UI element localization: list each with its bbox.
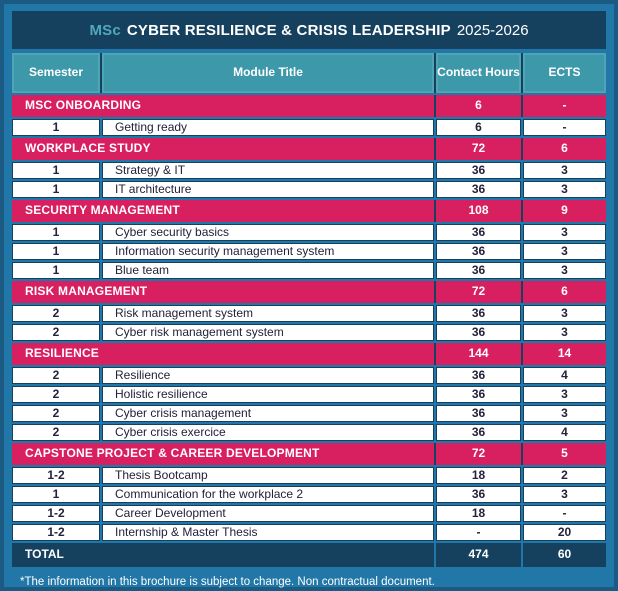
table-row xyxy=(12,424,606,441)
module-title-cell: Blue team xyxy=(102,262,434,279)
ects-cell: - xyxy=(523,505,606,522)
table-row xyxy=(12,181,606,198)
section-row xyxy=(12,138,606,160)
ects-cell: 3 xyxy=(523,324,606,341)
contact-hours-cell: 72 xyxy=(436,138,521,160)
semester-cell: 1 xyxy=(12,162,100,179)
module-title-cell: Communication for the workplace 2 xyxy=(102,486,434,503)
semester-cell: 2 xyxy=(12,367,100,384)
table-row xyxy=(12,243,606,260)
ects-cell: 3 xyxy=(523,305,606,322)
ects-cell: 3 xyxy=(523,224,606,241)
program-year: 2025-2026 xyxy=(456,21,529,39)
ects-cell: 3 xyxy=(523,243,606,260)
contact-hours-cell: 72 xyxy=(436,281,521,303)
ects-cell: 4 xyxy=(523,367,606,384)
table-row xyxy=(12,224,606,241)
table-row xyxy=(12,262,606,279)
table-row xyxy=(12,524,606,541)
section-row xyxy=(12,443,606,465)
program-name: CYBER RESILIENCE & CRISIS LEADERSHIP xyxy=(126,21,451,39)
semester-cell: 2 xyxy=(12,386,100,403)
column-header-semester: Semester xyxy=(12,53,100,93)
section-row xyxy=(12,343,606,365)
semester-cell: 2 xyxy=(12,305,100,322)
contact-hours-cell: 36 xyxy=(436,305,521,322)
total-label-cell: TOTAL xyxy=(12,543,434,567)
module-title-cell: Cyber crisis management xyxy=(102,405,434,422)
section-row xyxy=(12,200,606,222)
semester-cell: 2 xyxy=(12,324,100,341)
contact-hours-cell: - xyxy=(436,524,521,541)
ects-cell: 6 xyxy=(523,281,606,303)
ects-cell: 6 xyxy=(523,138,606,160)
module-title-cell: Resilience xyxy=(102,367,434,384)
ects-cell: 3 xyxy=(523,405,606,422)
section-row xyxy=(12,95,606,117)
contact-hours-cell: 36 xyxy=(436,424,521,441)
semester-cell: 1 xyxy=(12,262,100,279)
module-title-cell: Cyber security basics xyxy=(102,224,434,241)
table-rows xyxy=(12,95,606,567)
table-row xyxy=(12,486,606,503)
ects-cell: - xyxy=(523,95,606,117)
module-title-cell: Strategy & IT xyxy=(102,162,434,179)
contact-hours-cell: 36 xyxy=(436,386,521,403)
contact-hours-cell: 6 xyxy=(436,119,521,136)
table-row xyxy=(12,386,606,403)
ects-cell: 5 xyxy=(523,443,606,465)
ects-cell: 2 xyxy=(523,467,606,484)
semester-cell: 1 xyxy=(12,119,100,136)
section-row xyxy=(12,281,606,303)
contact-hours-cell: 36 xyxy=(436,243,521,260)
table-row xyxy=(12,405,606,422)
program-degree-label: MSc xyxy=(89,21,121,39)
semester-cell: 1-2 xyxy=(12,467,100,484)
section-label-cell: RESILIENCE xyxy=(12,343,434,365)
ects-cell: 3 xyxy=(523,181,606,198)
contact-hours-cell: 36 xyxy=(436,324,521,341)
module-title-cell: Getting ready xyxy=(102,119,434,136)
table-row xyxy=(12,324,606,341)
contact-hours-cell: 36 xyxy=(436,224,521,241)
semester-cell: 1 xyxy=(12,224,100,241)
module-title-cell: Internship & Master Thesis xyxy=(102,524,434,541)
module-title-cell: Holistic resilience xyxy=(102,386,434,403)
table-row xyxy=(12,162,606,179)
footnote: *The information in this brochure is subject to change. Non contractual document. xyxy=(20,576,435,588)
module-title-cell: Thesis Bootcamp xyxy=(102,467,434,484)
ects-cell: 14 xyxy=(523,343,606,365)
section-label-cell: CAPSTONE PROJECT & CAREER DEVELOPMENT xyxy=(12,443,434,465)
ects-cell: 3 xyxy=(523,386,606,403)
module-title-cell: Information security management system xyxy=(102,243,434,260)
section-label-cell: SECURITY MANAGEMENT xyxy=(12,200,434,222)
contact-hours-cell: 474 xyxy=(436,543,521,567)
semester-cell: 1 xyxy=(12,486,100,503)
column-header-contact-hours: Contact Hours xyxy=(436,53,521,93)
module-title-cell: Cyber risk management system xyxy=(102,324,434,341)
curriculum-table xyxy=(12,53,606,567)
semester-cell: 2 xyxy=(12,405,100,422)
ects-cell: 3 xyxy=(523,486,606,503)
semester-cell: 1-2 xyxy=(12,524,100,541)
module-title-cell: Cyber crisis exercice xyxy=(102,424,434,441)
semester-cell: 2 xyxy=(12,424,100,441)
contact-hours-cell: 36 xyxy=(436,181,521,198)
contact-hours-cell: 18 xyxy=(436,467,521,484)
contact-hours-cell: 36 xyxy=(436,367,521,384)
semester-cell: 1-2 xyxy=(12,505,100,522)
contact-hours-cell: 144 xyxy=(436,343,521,365)
table-row xyxy=(12,367,606,384)
section-label-cell: RISK MANAGEMENT xyxy=(12,281,434,303)
contact-hours-cell: 36 xyxy=(436,405,521,422)
module-title-cell: IT architecture xyxy=(102,181,434,198)
ects-cell: 9 xyxy=(523,200,606,222)
total-row xyxy=(12,543,606,567)
module-title-cell: Career Development xyxy=(102,505,434,522)
section-label-cell: WORKPLACE STUDY xyxy=(12,138,434,160)
table-header-row xyxy=(12,53,606,93)
contact-hours-cell: 6 xyxy=(436,95,521,117)
program-title-bar xyxy=(12,11,606,49)
ects-cell: 60 xyxy=(523,543,606,567)
ects-cell: - xyxy=(523,119,606,136)
section-label-cell: MSC ONBOARDING xyxy=(12,95,434,117)
contact-hours-cell: 18 xyxy=(436,505,521,522)
column-header-module-title: Module Title xyxy=(102,53,434,93)
ects-cell: 20 xyxy=(523,524,606,541)
semester-cell: 1 xyxy=(12,243,100,260)
semester-cell: 1 xyxy=(12,181,100,198)
table-row xyxy=(12,467,606,484)
table-row xyxy=(12,305,606,322)
column-header-ects: ECTS xyxy=(523,53,606,93)
table-row xyxy=(12,505,606,522)
ects-cell: 4 xyxy=(523,424,606,441)
module-title-cell: Risk management system xyxy=(102,305,434,322)
contact-hours-cell: 36 xyxy=(436,162,521,179)
ects-cell: 3 xyxy=(523,162,606,179)
contact-hours-cell: 108 xyxy=(436,200,521,222)
contact-hours-cell: 72 xyxy=(436,443,521,465)
contact-hours-cell: 36 xyxy=(436,262,521,279)
ects-cell: 3 xyxy=(523,262,606,279)
contact-hours-cell: 36 xyxy=(436,486,521,503)
table-row xyxy=(12,119,606,136)
